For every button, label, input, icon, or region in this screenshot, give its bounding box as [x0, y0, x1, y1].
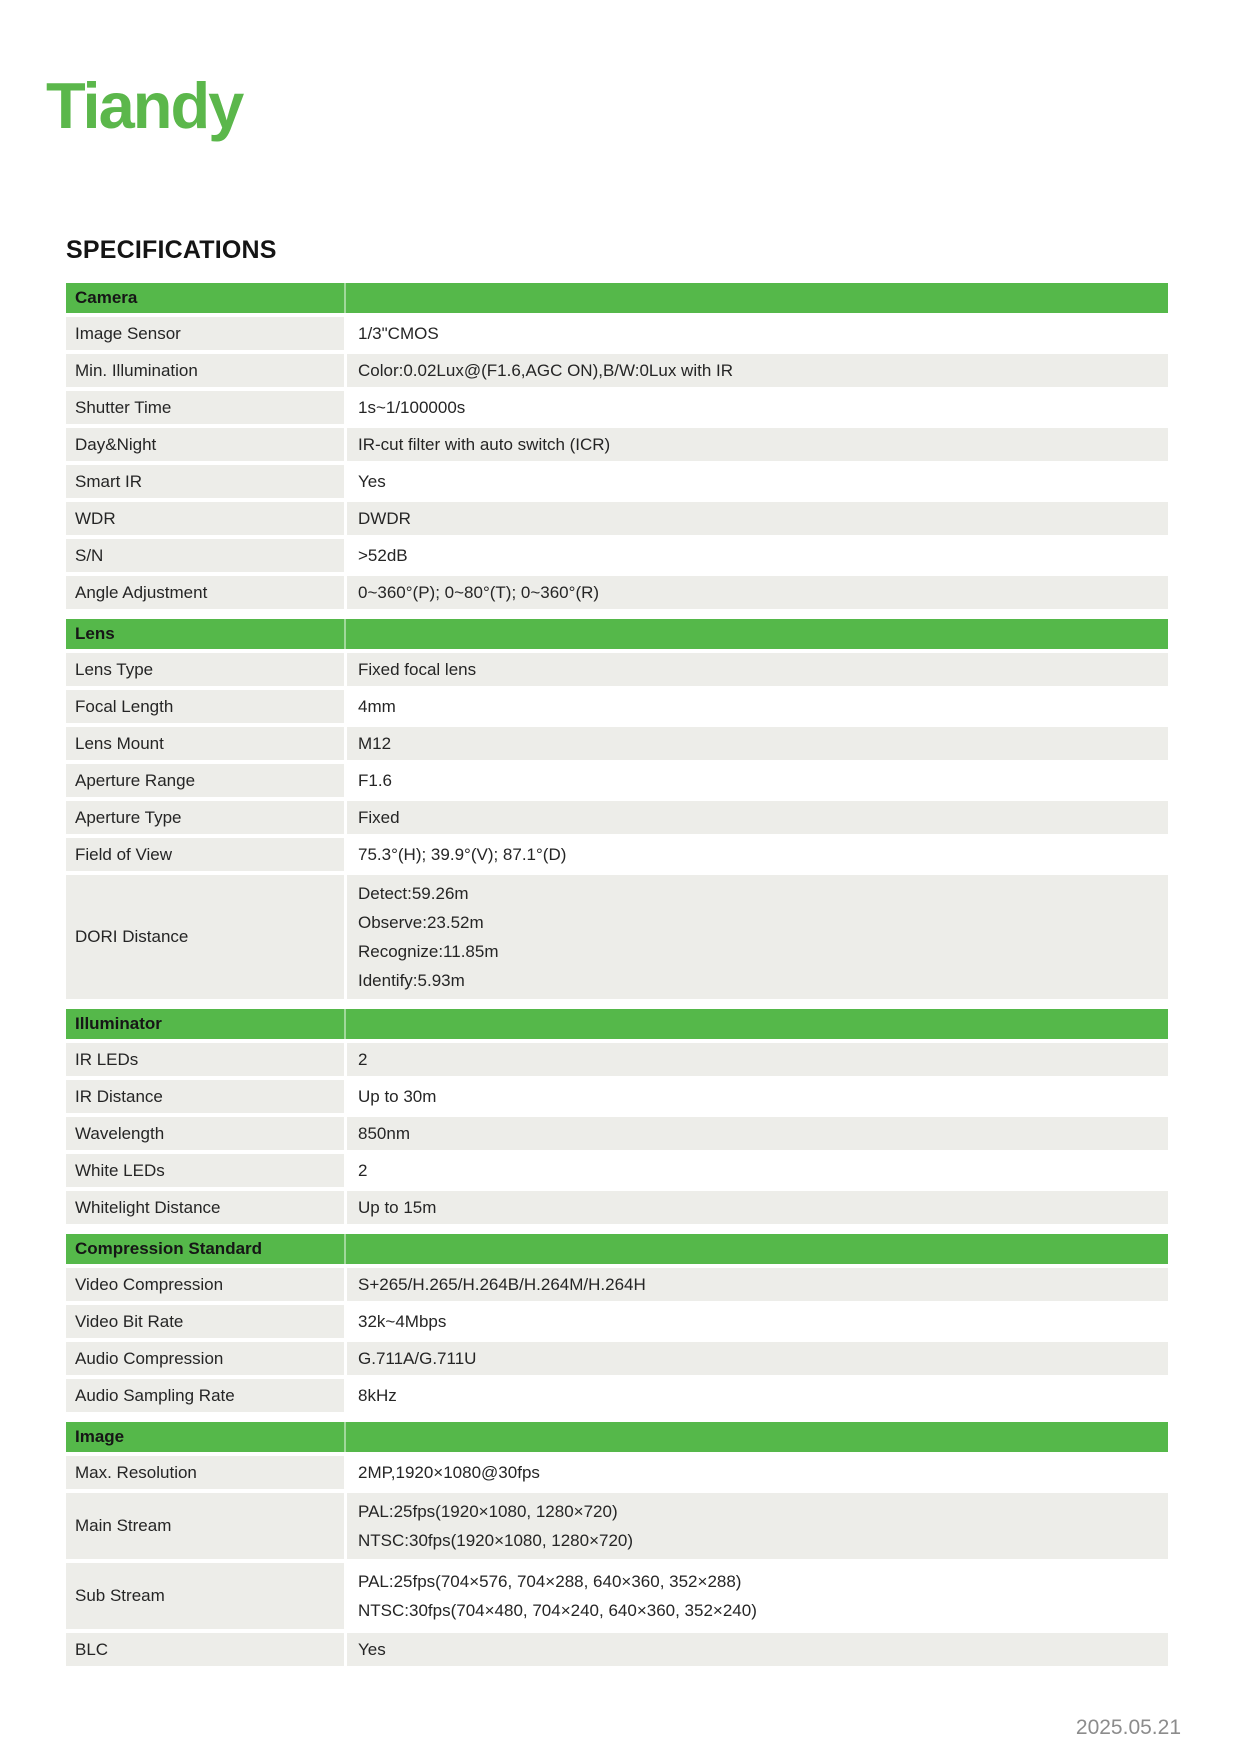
spec-table: [66, 283, 1168, 1670]
row-label: Min. Illumination: [66, 354, 344, 387]
row-label: IR Distance: [66, 1080, 344, 1113]
row-value: [347, 875, 1168, 999]
row-label: Day&Night: [66, 428, 344, 461]
table-row: [66, 1633, 1168, 1666]
table-row: [66, 1080, 1168, 1113]
row-label: White LEDs: [66, 1154, 344, 1187]
row-value: 1/3"CMOS: [347, 317, 1168, 350]
row-value-line: NTSC:30fps(1920×1080, 1280×720): [358, 1531, 634, 1550]
table-row: [66, 502, 1168, 535]
tiandy-logo: Tiandy: [46, 69, 243, 142]
row-value: M12: [347, 727, 1168, 760]
table-row: [66, 764, 1168, 797]
row-label: Main Stream: [66, 1493, 344, 1559]
section-header: [66, 1234, 1168, 1264]
row-label: Max. Resolution: [66, 1456, 344, 1489]
row-value: 0~360°(P); 0~80°(T); 0~360°(R): [347, 576, 1168, 609]
row-label: Aperture Type: [66, 801, 344, 834]
section-header-label: Compression Standard: [75, 1239, 263, 1258]
table-row: [66, 1493, 1168, 1559]
table-row: [66, 1117, 1168, 1150]
row-label: Angle Adjustment: [66, 576, 344, 609]
row-value: Up to 30m: [347, 1080, 1168, 1113]
row-value: IR-cut filter with auto switch (ICR): [347, 428, 1168, 461]
row-value: Yes: [347, 1633, 1168, 1666]
row-value: [347, 1563, 1168, 1629]
row-value: 32k~4Mbps: [347, 1305, 1168, 1338]
table-row: [66, 354, 1168, 387]
table-row: [66, 539, 1168, 572]
section-header-spacer: [346, 1234, 1168, 1264]
table-row: [66, 653, 1168, 686]
section-header-label: Camera: [75, 288, 138, 307]
row-label: Image Sensor: [66, 317, 344, 350]
row-label: BLC: [66, 1633, 344, 1666]
section-header-spacer: [346, 283, 1168, 313]
table-row: [66, 428, 1168, 461]
row-value-line: Detect:59.26m: [358, 884, 469, 903]
table-row: [66, 1268, 1168, 1301]
row-value: 1s~1/100000s: [347, 391, 1168, 424]
row-label: Smart IR: [66, 465, 344, 498]
row-value: F1.6: [347, 764, 1168, 797]
row-value: 2: [347, 1154, 1168, 1187]
section-header-label: Lens: [75, 624, 115, 643]
row-value: 2MP,1920×1080@30fps: [347, 1456, 1168, 1489]
section-header-label: Image: [75, 1427, 125, 1446]
section-header: [66, 619, 1168, 649]
table-row: [66, 1342, 1168, 1375]
row-label: Aperture Range: [66, 764, 344, 797]
section-header: [66, 1422, 1168, 1452]
table-row: [66, 1154, 1168, 1187]
row-label: IR LEDs: [66, 1043, 344, 1076]
row-value: 2: [347, 1043, 1168, 1076]
row-value: G.711A/G.711U: [347, 1342, 1168, 1375]
row-label: Sub Stream: [66, 1563, 344, 1629]
row-label: Whitelight Distance: [66, 1191, 344, 1224]
row-value-line: PAL:25fps(1920×1080, 1280×720): [358, 1502, 618, 1521]
table-row: [66, 875, 1168, 999]
row-value-line: Identify:5.93m: [358, 971, 465, 990]
row-value: >52dB: [347, 539, 1168, 572]
row-label: Lens Type: [66, 653, 344, 686]
section-header-spacer: [346, 1009, 1168, 1039]
table-row: [66, 465, 1168, 498]
row-value: 850nm: [347, 1117, 1168, 1150]
row-label: Lens Mount: [66, 727, 344, 760]
table-row: [66, 801, 1168, 834]
footer-date: 2025.05.21: [1075, 1716, 1181, 1739]
row-value: Fixed: [347, 801, 1168, 834]
row-value: Color:0.02Lux@(F1.6,AGC ON),B/W:0Lux with IR: [347, 354, 1168, 387]
section-header-spacer: [346, 1422, 1168, 1452]
section-header: [66, 1009, 1168, 1039]
table-row: [66, 690, 1168, 723]
table-row: [66, 576, 1168, 609]
table-row: [66, 1456, 1168, 1489]
row-label: DORI Distance: [66, 875, 344, 999]
table-row: [66, 1563, 1168, 1629]
table-row: [66, 1043, 1168, 1076]
row-value: Yes: [347, 465, 1168, 498]
row-value: Fixed focal lens: [347, 653, 1168, 686]
row-value-line: Recognize:11.85m: [358, 942, 499, 961]
row-value-line: Observe:23.52m: [358, 913, 484, 932]
table-row: [66, 1379, 1168, 1412]
table-row: [66, 838, 1168, 871]
table-row: [66, 317, 1168, 350]
table-row: [66, 1305, 1168, 1338]
row-label: WDR: [66, 502, 344, 535]
row-value: [347, 1493, 1168, 1559]
row-value: Up to 15m: [347, 1191, 1168, 1224]
row-label: Wavelength: [66, 1117, 344, 1150]
section-header-spacer: [346, 619, 1168, 649]
row-value: 75.3°(H); 39.9°(V); 87.1°(D): [347, 838, 1168, 871]
row-label: Audio Sampling Rate: [66, 1379, 344, 1412]
table-row: [66, 1191, 1168, 1224]
row-label: Field of View: [66, 838, 344, 871]
row-value-line: PAL:25fps(704×576, 704×288, 640×360, 352×288): [358, 1572, 742, 1591]
row-label: Audio Compression: [66, 1342, 344, 1375]
section-header: [66, 283, 1168, 313]
section-header-label: Illuminator: [75, 1014, 162, 1033]
row-label: Video Compression: [66, 1268, 344, 1301]
row-value: 8kHz: [347, 1379, 1168, 1412]
row-value: 4mm: [347, 690, 1168, 723]
row-label: S/N: [66, 539, 344, 572]
row-label: Shutter Time: [66, 391, 344, 424]
row-label: Video Bit Rate: [66, 1305, 344, 1338]
table-row: [66, 391, 1168, 424]
row-value-line: NTSC:30fps(704×480, 704×240, 640×360, 352×240): [358, 1601, 757, 1620]
row-value: S+265/H.265/H.264B/H.264M/H.264H: [347, 1268, 1168, 1301]
page-title: SPECIFICATIONS: [66, 236, 277, 264]
table-row: [66, 727, 1168, 760]
row-label: Focal Length: [66, 690, 344, 723]
row-value: DWDR: [347, 502, 1168, 535]
